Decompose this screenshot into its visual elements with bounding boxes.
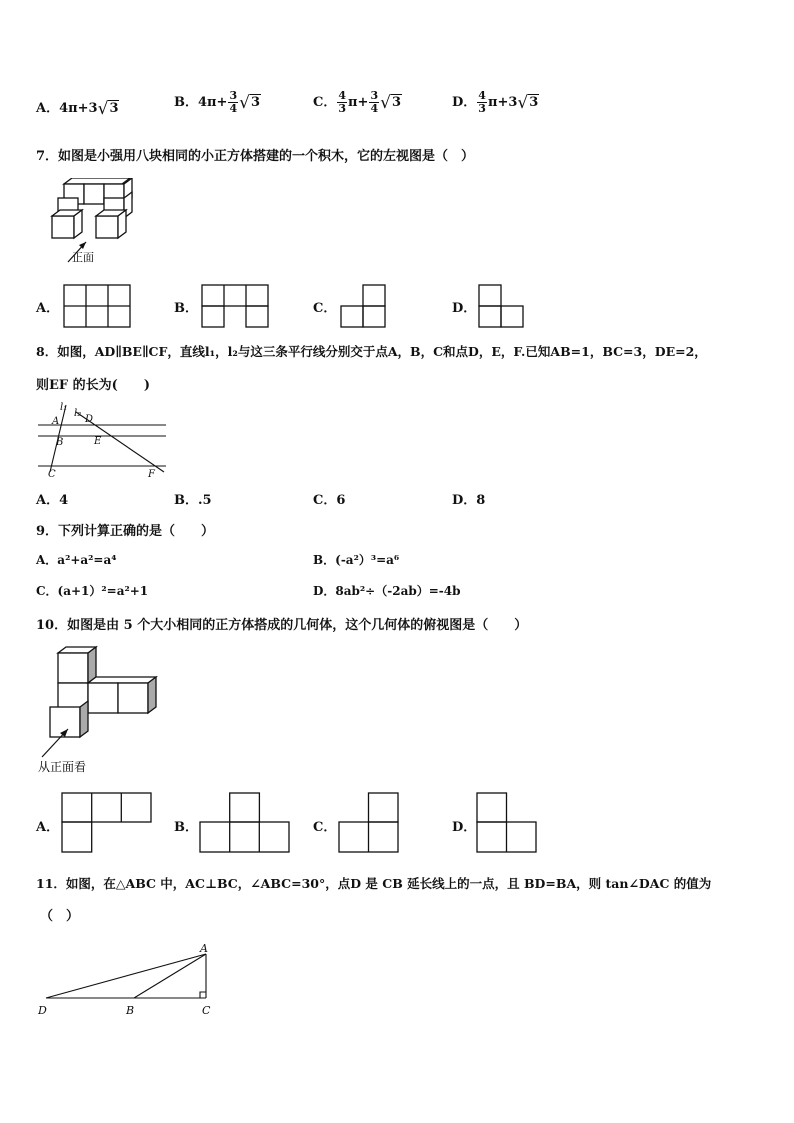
q11-stem-line1: 11．如图，在△ABC 中，AC⊥BC，∠ABC=30°，点D 是 CB 延长线上的一点，且 BD=BA，则 tan∠DAC 的值为 [36, 876, 712, 891]
q10-option-b[interactable]: B． [174, 820, 198, 835]
q10-option-c[interactable]: C． [313, 820, 337, 835]
q8-stem-line1: 8．如图，AD∥BE∥CF，直线l₁，l₂与这三条平行线分别交于点A，B，C和点D，E，F.已知AB=1，BC=3，DE=2， [36, 344, 707, 359]
q6-option-a[interactable]: A．4π+3√3 [36, 98, 119, 119]
q8-option-a[interactable]: A．4 [36, 493, 69, 508]
q8-option-b[interactable]: B．.5 [174, 493, 212, 508]
q6-option-d[interactable]: D． $\frac{4}{3}$ π+3√3 [452, 89, 539, 115]
q11-stem-line2: （ ） [40, 909, 80, 924]
svg-text:A: A [52, 416, 60, 427]
sqrt-symbol: √3 [239, 92, 260, 113]
svg-text:B: B [56, 437, 64, 448]
q7-option-b-figure [201, 284, 269, 328]
svg-text:B: B [126, 1004, 135, 1017]
q11-figure-triangle [36, 940, 216, 1020]
q10-option-a[interactable]: A． [36, 820, 60, 835]
q9-option-b[interactable]: B．(-a²）³=a⁶ [313, 553, 400, 567]
q9-option-a[interactable]: A．a²+a²=a⁴ [36, 553, 117, 567]
svg-text:F: F [148, 469, 155, 480]
q10-option-d[interactable]: D． [452, 820, 477, 835]
svg-text:E: E [94, 436, 102, 447]
svg-text:D: D [38, 1004, 47, 1017]
sqrt-symbol: √3 [380, 92, 401, 113]
q7-option-a-figure [63, 284, 131, 328]
svg-text:D: D [85, 414, 94, 425]
q8-option-c[interactable]: C．6 [313, 493, 346, 508]
q8-stem-line2: 则EF 的长为( ) [36, 378, 150, 393]
q9-stem: 9．下列计算正确的是（ ） [36, 524, 215, 539]
q7-figure-cubes [48, 178, 138, 270]
q10-figure-cubes [36, 645, 158, 775]
front-view-label: 从正面看 [38, 760, 87, 774]
svg-text:l₂: l₂ [74, 408, 82, 419]
q10-stem: 10．如图是由 5 个大小相同的正方体搭成的几何体，这个几何体的俯视图是（ ） [36, 618, 528, 633]
fraction: $\frac{4}{3}$ [478, 89, 486, 115]
q6-option-c[interactable]: C． $\frac{4}{3}$ π+ $\frac{3}{4}$ √3 [313, 89, 401, 115]
front-view-label: 正面 [72, 251, 94, 264]
q8-option-d[interactable]: D．8 [452, 493, 486, 508]
svg-text:l₁: l₁ [60, 402, 68, 413]
q7-option-d-figure [478, 284, 524, 328]
q7-option-d[interactable]: D． [452, 301, 477, 316]
q10-option-d-figure [476, 792, 538, 854]
q10-option-b-figure [199, 792, 291, 854]
q9-option-d[interactable]: D．8ab²÷（-2ab）=-4b [313, 584, 461, 598]
q7-option-c-figure [340, 284, 386, 328]
svg-text:C: C [48, 469, 56, 480]
fraction: $\frac{4}{3}$ [338, 89, 347, 115]
q10-option-c-figure [338, 792, 400, 854]
sqrt-symbol: √3 [517, 92, 539, 113]
cube-top-face [64, 178, 130, 184]
q7-option-b[interactable]: B． [174, 301, 198, 316]
q9-option-c[interactable]: C．(a+1）²=a²+1 [36, 584, 149, 598]
q6-option-b[interactable]: B．4π+ $\frac{3}{4}$ √3 [174, 89, 260, 115]
q8-figure-parallel-lines [38, 400, 170, 480]
q7-option-a[interactable]: A． [36, 301, 60, 316]
q10-option-a-figure [61, 792, 153, 854]
svg-text:A: A [200, 942, 208, 955]
fraction: $\frac{3}{4}$ [370, 89, 379, 115]
q7-stem: 7．如图是小强用八块相同的小正方体搭建的一个积木，它的左视图是（ ） [36, 149, 475, 164]
svg-text:C: C [202, 1004, 211, 1017]
q7-option-c[interactable]: C． [313, 301, 337, 316]
fraction: $\frac{3}{4}$ [229, 89, 238, 115]
sqrt-symbol: √3 [97, 98, 119, 119]
